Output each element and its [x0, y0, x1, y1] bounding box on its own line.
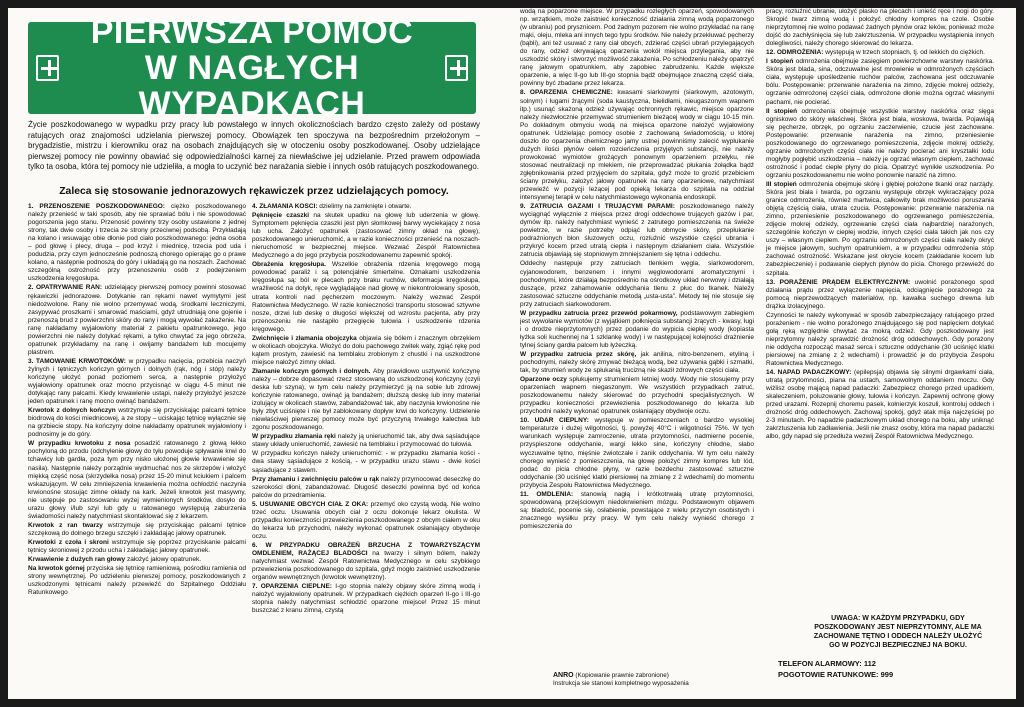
- text-column-3: [520, 8, 754, 690]
- section-heading: 6. W PRZYPADKU OBRAŻEŃ BRZUCHA Z TOWARZYSZĄCYM OMDLENIEM, RAŻĄCEJ BLADOŚCI: [252, 541, 480, 557]
- section-text: odmrożenia obejmuje wszystkie warstwy naskórka oraz sięga ogniskowo do skóry właściwej. Skóra jest biała, woskowa, twarda. Pojawiają się pęcherze, obrzęk, po ogrzaniu zaczerwienie, czucie jest zachowane. Postępowanie: przerwanie narażenia na zimno, przeniesienie poszkodowanego do ogrzewanego pomieszczenia, zdjęcie mokrej odzieży, ogrzanie odmrożonych części ciała nie należy pocierać ani kryształki lodu mogłyby pogłębić uszkodzenia – należy je ogrzać własnym ciepłem, zachować ostrożność i podać ciepłe płyny do picia. Opatrzyć wynikłe uszkodzenia. Po ogrzaniu poszkodowanemu nie wolno ponownie narazić na zimno.: [766, 107, 994, 179]
- text-column-4: [766, 8, 994, 690]
- section-text: na twarzy i silnym bólem, należy natychmiast wezwać Zespół Ratownictwa Medycznego w celu szybkiego przewiezienia poszkodowanego do szpitala, gdyż mogło zaistnieć uszkodzenie organów wewnętrznych (krwotok wewnętrzny).: [252, 549, 480, 582]
- footer-note: Instrukcja sie stanowi kompletnego wyposażenia: [553, 680, 689, 687]
- section-paragraph: [766, 181, 994, 278]
- section-paragraph: [252, 542, 480, 582]
- section-text: uwolnić porażonego spod działania prądu przez wyłączenie napięcia, odciągnięcie porażonego za pomocą nieprzewodzących materiałów, np. kawałka suchego drewna lub drążka izolacyjnego.: [766, 278, 994, 310]
- section-heading: 9. ZATRUCIA GAZAMI I TRUJĄCYMI PARAMI:: [520, 203, 680, 211]
- section-paragraph: [766, 279, 994, 311]
- section-heading: W przypadku złamania ręki: [252, 433, 338, 441]
- section-paragraph: [520, 89, 754, 202]
- section-heading: 5. USUWANIE OBCYCH CIAŁ Z OKA:: [252, 500, 371, 508]
- section-heading: III stopień: [766, 180, 800, 188]
- section-heading: W przypadku zatrucia przez skórę,: [520, 350, 641, 358]
- title-banner: [28, 13, 476, 123]
- section-heading: 12. ODMROŻENIA:: [766, 49, 826, 57]
- section-paragraph: [252, 261, 480, 333]
- copyright-note: (Kopiowanie prawnie zabronione): [575, 672, 669, 679]
- section-text: Wszelkie obrażenia rdzenia kręgowego mogą powodować paraliż i są potencjalnie śmiertelne. Oznakami uszkodzenia kręgosłupa są: ból w plecach przy braku ruchów, deformacja kręgosłupa, wrażliwość na dotyk, ręce wyglądające nad głowę w niekontrolowany sposób, utrata kontroli nad pęcherzem moczowym. Należy wezwać Zespół Ratownictwa Medycznego. W razie konieczności transportu stosować sztywne nosze, drzwi lub deskę o długości większej od wzrostu pacjenta, aby przy przenoszeniu nie nastąpiło przegięcie tułowia i uszkodzenie rdzenia kręgowego.: [252, 261, 480, 333]
- section-paragraph: [520, 8, 754, 88]
- section-text: I-go stopnia należy objawy skóre zimną wodą i nałożyć wyjałowiony opatrunek. W przypadkach ciężkich oparzeń II-go i III-go stopnia należy natychmiast schłodzić oparzone miejsce! Przez 15 minut buszczać z kranu zimną, czystą: [252, 583, 480, 615]
- recovery-position-warning: UWAGA: W KAŻDYM PRZYPADKU, GDY POSZKODOWANY JEST NIEPRZYTOMNY, ALE MA ZACHOWANE TĘTNO I ODDECH NALEŻY UŁOŻYĆ GO W POZYCJI BEZPIECZNEJ NA BOKU.: [813, 615, 983, 649]
- section-paragraph: [28, 284, 246, 356]
- section-text: założyć jałowy opatrunek.: [126, 556, 202, 564]
- text-column-1: [28, 203, 246, 693]
- section-paragraph: [766, 58, 994, 106]
- footer: [553, 672, 753, 688]
- section-text: jak anilina, nitro-benzenem, etyliną i pochodnymi, należy skórę zmywać bieżącą wodą, bez używania gąbki i szmatki, tak, by strumień wody ze spłukanią trucizną nie skaził zdrowych części ciała.: [520, 350, 754, 375]
- section-paragraph: [28, 539, 246, 555]
- section-text: należy ją unieruchomić tak, aby dwa sąsiadujące stawy układy unieruchomić, zawiesić na temblaku i przymocować do tułowia.: [252, 433, 480, 449]
- section-paragraph: [766, 312, 994, 368]
- section-paragraph: [520, 260, 754, 308]
- section-paragraph: [28, 440, 246, 520]
- first-aid-cross-icon: [36, 55, 59, 81]
- section-text: poszkodowanego należy wyciągnąć wyłącznie z miejsca przez drogi oddechowe trujących gazów i par, dymów itp. należy natychmiast wynieść z zatrutego pomieszczenia na świeże powietrze, w razie potrzeby odpiąć lub obmycie skóry, przepłukanie podrażnionych błon śluzowych oczu, rozluźnić wszystkie części ubrania i przykryć kocem przed utratą ciepła i następnym działaniem ciała. Wszystkie zatrucia objawiają się stopniowym zmniejszaniem się tętna i oddechu.: [520, 203, 754, 259]
- section-heading: Krwotok z dolnych kończyn: [28, 407, 119, 415]
- section-paragraph: [28, 203, 246, 283]
- section-paragraph: [766, 369, 994, 441]
- section-heading: Krwotok z ran twarzy: [28, 521, 108, 529]
- section-paragraph: [520, 417, 754, 489]
- section-text: kwasami siarkowymi (siarkowym, azotowym, solnym) i ługami żrącymi (soda kaustyczna, bielidłami, nieugaszonym wapnem itp.) usunąć skażoną odzież używając ochronnych rękawic, miejsce oparzone należy niezwłocznie przemywać strumieniem bieżącej wody w ciągu 10-15 min. Po dokładnym obmyciu wodą na miejsca oparzone nałożyć wyjałowiony opatrunek. Udzielając pomocy osobie z zachowaną świadomością, u której doszło do oparzenia chemicznego jamy ustnej powinniśmy zalecić wypłukanie dużych ilości płynów celem rozcieńczenia przyjętych substancji, nie należy prowokować wymiotów grożących ponownym oparzeniem przełyku, nie stosować neutralizacji np mlekiem, nie przeprowadzać płukania żołądka bądź zgłębnikowania przed przyjęciem do szpitala, gdyż może to grozić przebiciem ściany przełyku, założyć jałowy opatrunek na rany oparzeniowe, natychmiast przewieźć w pozycji leżącej pod opieką lekarza do szpitala na oddział intensywnej terapii w celu natychmiastowego wykonania endoskopii.: [520, 89, 754, 202]
- section-text: posadzić ratowanego z głową lekko pochyloną do przodu (odchylenie głowy do tyłu powoduje spływanie krwi do tchawicy lub gardła, poza tym przy nisko ułożonej głowie krwawienie się nasila). Następnie należy porządnie wydmuchać nos ze skrzepów i włożyć miękką część nosa (skrzydełka nosa) przez 15-20 minut kciukiem i palcem wskazującym. W celu zmniejszenia krwawienia można ochłodzić naczynia krwionośne stosując zimne okłady na kark. Jeżeli krwotok jest masywny, nie ustępuje po zastosowaniu wyżej wymienionych środków, dosyło do urazu głowy i/lub szyi lub gdy u ratowanego występują zaburzenia świadomości należy natychmiast skontaktować się z lekarzem.: [28, 440, 246, 520]
- section-text: Oddechy następuje przy zatruciach tlenkiem węgla, siarkowodorem, cyjanowodorem, benzenem i innymi węglowodorami aromatycznymi i pochodnymi, które działają bezpośrednio na ośrodkowy układ nerwowy i działają duszące, przez zahamowanie oddychania tlenu z płuc do tkanek. Należy zastosować sztuczne oddychanie metodą „usta-usta”. Metody tej nie stosuje się przy zatruciach siarkowodorem.: [520, 260, 754, 308]
- section-text: dzielimy na zamknięte i otwarte.: [319, 203, 412, 210]
- section-text: wodą na poparzone miejsce. W przypadku rozległych oparzeń, spowodowanych np. wrzątkiem, może zaistnieć konieczność działania zimną wodą poparzonego (w ubraniu) pod prysznicem. Pod żadnym pozorem nie wolno przykładać na ranę mąki, oleju, mleka ani innych tego typu środków. Nie należy przekłuwać pęcherzy (bąbli), ani też usuwać z rany ciał obcych, zdzierać części ubrań przylegających do rany, odzież okrywającą oparzenia wokół miejsca przylegania, aby nie uszkodzić skóry i stworzyć możliwość zakażenia. Po schłodzeniu należy opatrzyć ranę jałowym opatrunkiem, aby zapobiec zabrudzeniu. Każde większe oparzenie, a więc II-go lub III-go stopnia bądź obejmujące znaczną część ciała, powinny być zbadane przez lekarza.: [520, 8, 754, 88]
- section-heading: 4. ZŁAMANIA KOŚCI:: [252, 203, 320, 210]
- section-text: w przypadku nacięcia, przebicia naczyń żylnych i tętniczych kończyn górnych i dolnych (rąk, nóg i stóp) należy kończynę ułożyć ponad poziomem serca, a następnie przyłożyć wyjałowiony opatrunek oraz mocno przycisnąć w ciągu 4-5 minut nie dotykając rany palcami. Kiedy krwawienie ustąpi, należy przyłożyć jeszcze jeden opatrunek i ranę mocno owinąć bandażem.: [28, 357, 246, 406]
- section-text: Czynności te należy wykonywać w sposób zabezpieczający ratującego przed porażeniem - nie wolno porażonego znajdującego się pod napięciem dotykać gołą ręką względnie chwytać za mokrą odzież. Gdy poszkodowany jest nieprzytomny należy sprawdzić drożność dróg oddechowych. Gdy porażony nie oddycha rozpocząć masaż serca i sztuczne oddychanie (30 uciśnięć klatki piersiowej na zmianę z 2 wdechami) i prowadzić je do przybycia Zespołu Ratownictwa Medycznego.: [766, 311, 994, 368]
- section-heading: 2. OPATRYWANIE RAN:: [28, 284, 105, 292]
- intro-paragraph: Życie poszkodowanego w wypadku przy pracy lub powstałego w innych okolicznościach bardzo często zależy od postawy ratujących oraz znajomości udzielania pierwszej pomocy. Obowiązek ten spoczywa na bezpośrednim przełożonym – brygadzistie, mistrzu i kierowniku oraz na osobach znajdujących się w otoczeniu osoby poszkodowanej. Osoby udzielające pierwszej pomocy nie powinny obawiać się odpowiedzialności karnej za niewłaściwe jej udzielanie. Przed prawem odpowiada tylko ta osoba, która tej pomocy nie udzieliła, a mogła to uczynić bez narażania siebie i innych osób ratujących poszkodowanego.: [28, 120, 480, 172]
- section-text: stanowią nagłą i krótkotrwałą utratę przytomności, spowodowaną przejściowym niedokrwieniem mózgu. Podstawowym objawem są: bladość, pocenie się, osłabienie, powstające z wielu przyczyn osobistych i znacznego wysiłku przy pracy. W tym celu należy wynieść chorego z pomieszczenia do: [520, 490, 754, 530]
- page-title: [59, 14, 445, 122]
- section-text: przyciska się tętnicę ramieniową, pośrodku ramienia od strony wewnętrznej. Po udzieleniu pierwszej pomocy, poszkodowanych z uszkodzonymi tętnicami należy przewieźć do Szpitalnego Oddziału Ratunkowego: [28, 565, 246, 597]
- section-text: występuje w pomieszczeniach o bardzo wysokiej temperaturze i dużej wilgotności, tj. powyżej 40°C i wilgotności 75%. W tych warunkach występuje zamroczenie, utrata przytomności, nadmierne pocenie, przyspieszone oddychanie, wargi lekko sine, kończyny chłodne, słabo wyczuwalne tętno, mięśnie zwiotczałe i zanik oddychania. W tym celu należy chorego wynieść z pomieszczenia, na głowę położyć zimny kompres lub lód, podać do picia chłodne płyny, w razie bezdechu zastosować sztuczne oddychanie (30 uciśnięć klatki piersiowej na zmianę z 2 wdechami) do momentu przybycia Zespołu Ratownictwa Medycznego.: [520, 417, 754, 489]
- section-paragraph: [252, 433, 480, 449]
- section-paragraph: [28, 556, 246, 564]
- section-paragraph: [28, 407, 246, 439]
- section-text: należy przymocować deseczkę do szerokości dłoni, zabandażować. Długość deseczki powinna być od końca palców do przedramienia.: [252, 475, 480, 499]
- section-heading: W przypadku krwotoku z nosa: [28, 440, 135, 448]
- section-paragraph: [520, 351, 754, 375]
- section-heading: Pęknięcie czaszki: [252, 212, 314, 220]
- section-text: Aby prawidłowo usztywnić kończynę należy – dobrze dopasować rzecz stosowaną do uszkodzonej kończyny (czyli deska lub szyna), w tym celu należy przymierzyć ją na sobie lub zdrowej kończynie ratowanego, owinąć ją bandażem; dłuższą deskę lub inny materiał izolujący w okolicach stawów, zabandażować tak, aby naczynia krwionośne nie były zbyt uciśnięte i nie był zablokowany dopływ krwi do kończyny. Udzielenie niewłaściwej pierwszej pomocy może być przyczyną trwałego kalectwa lub zgonu poszkodowanego.: [252, 367, 480, 432]
- section-paragraph: [252, 450, 480, 474]
- section-heading: Krwawienie z dużych ran głowy: [28, 556, 127, 564]
- section-heading: W przypadku zatrucia przez przewód pokarmowy,: [520, 309, 681, 317]
- ambulance-phone: POGOTOWIE RATUNKOWE: 999: [778, 670, 894, 679]
- section-text: odmrożenia obejmuje skórę i głębiej położone tkanki oraz narządy. Skóra jest biała i twarda, po ogrzaniu występuje obrzęk wykraczający poza granice odmrożenia, również martwica, całkowity brak możliwości poruszania objętą częścią ciała, utrata czucia. Postępowanie: przerwanie narażenia na zimno, przeniesienie poszkodowanego do ogrzewanego pomieszczenia, zdjęcie mokrej odzieży, ogrzewanie części ciała najbardziej narażonych, szczególnie kończyn w ciepłej wodzie, innych części ciała takich jak nos czy uszy – własnym ciepłem. Po ogrzaniu odmrożonych części ciała należy okryć je miejsce jałowym, suchym opatrunkiem, a w przypadku odmrożenia stóp zachować ostrożność. Wskazane jest okrycie kocem (zakładanie kocem lub zabezpieczenie) i podawanie ciepłych płynów do picia. Chorego przewieźć do szpitala.: [766, 180, 994, 277]
- section-text: na skutek upadku na głowę lub uderzenia w głowę. Symptomem pęknięcia czaszki jest płyn słomkowej barwy wyciekający z nosa lub ucha. Założyć opatrunek (zastosować zimny okład na głowę), poszkodowanego unieruchomić, a w razie konieczności przenieść na noszach-nieruchomość w bezpiecznej miejsce. Wezwać Zespół Ratownictwa Medycznego a do jego przybycia poszkodowanemu zapewnić spokój.: [252, 212, 480, 260]
- gloves-note: Zaleca się stosowanie jednorazowych rękawiczek przez udzielających pomocy.: [59, 186, 449, 197]
- section-text: wstrzymuje się przyciskając palcami tętnice biodrową do kości miednicowej, a ze stopy – uciskając tętnicę wyłącznie się na grzbiecie stopy. Na kończyny dolne nakładamy opatrunek wyjałowiony i podnosimy je do góry.: [28, 407, 246, 439]
- alarm-phone: TELEFON ALARMOWY: 112: [778, 659, 876, 668]
- section-heading: 7. OPARZENIA CIEPLNE:: [252, 583, 336, 591]
- text-column-2: [252, 203, 480, 693]
- section-paragraph: [520, 310, 754, 350]
- section-paragraph: [766, 49, 994, 57]
- title-line-1: PIERWSZA POMOC: [90, 13, 414, 51]
- section-heading: Zwichnięcie i złamania obojczyka: [252, 334, 360, 342]
- section-paragraph: [28, 565, 246, 597]
- section-heading: 11. OMDLENIA:: [520, 490, 581, 498]
- section-heading: Obrażenia kręgosłupa.: [252, 261, 332, 269]
- section-paragraph: [252, 335, 480, 367]
- section-heading: 1. PRZENOSZENIE POSZKODOWANEGO:: [28, 203, 171, 210]
- section-text: odmrożenia obejmuje zasięgiem powierzchowne warstwy naskórka. Skóra jest blada, sina, odczuwalne jest mrowienie w odmrożonych częściach ciała, występuje upośledzenie ruchów palców, zachowana jest odczuwanie bólu. Postępowanie: przerwanie narażenia na zimno, zdjęcie mokrej odzieży, ogrzanie odmrożonej części ciała, odmrożone dłonie można ogrzać własnymi pachami, nie pocierać.: [766, 58, 994, 106]
- section-heading: 8. OPARZENIA CHEMICZNE:: [520, 89, 618, 97]
- section-paragraph: [252, 476, 480, 500]
- section-text: spłukujemy strumieniem letniej wody. Wody nie stosujemy przy oparzeniach wapnem niegaszonym. We wszystkich przypadkach zatruć, poszkodowanemu należy skierować do przychodni specjalistycznych. W przypadku konieczności przewiezienia poszkodowanego do lekarza lub przychodni należy wykonać opatrunek osłaniający obydwoje oczu.: [520, 376, 754, 416]
- section-heading: Krwotoki z czoła i skroni: [28, 538, 112, 546]
- section-heading: 13. PORAŻENIE PRĄDEM ELEKTRYCZNYM:: [766, 278, 915, 286]
- section-text: ciężko poszkodowanego należy przenieść w taki sposób, aby nie sprawiać bólu i nie spowodować pogorszenia jego stanu. Przenosić powinny trzy osoby ustawione z jednej strony, tak dwie osoby i trzecia ze strony przeciwnej podsobą. Przykładają na kolano i wsuwając obie dłonie pod ciało poszkodowanego: jedna osoba – pod głowę i plecy, druga – pod krzyż i miednicę, trzecia pod uda i podudzia, przy czym jednocześnie podnoszą chorego opierając go o prawe kolano, a następnie podnoszą do góry i układają go na noszach. Zachować szczególną ostrożność przy przenoszeniu osób z podejrzeniem uszkodzenia kręgosłupa.: [28, 203, 246, 283]
- section-heading: 10. UDAR CIEPLNY:: [520, 417, 595, 425]
- section-paragraph: [252, 212, 480, 260]
- section-paragraph: [766, 8, 994, 48]
- section-text: (epilepsja) objawia się silnymi drgawkami ciała, utratą przytomności, piana na ustach, samowolnym oddaniem moczu. Gdy wiżlisz osobę mającą napad padaczki: Zabezpiecz chorego przed upadkiem, skaleczeniem, poluzowanie głowy, tułowia i kończyn. Zapewnij ochronę głowy przed urazami. Rozepnij choremu pasek, kołnierzyk koszuli, kontroluj oddech i drożność dróg oddechowych. Zachowaj spokój, gdyż atak mija najczęściej po 2-3 minutach. Po napadzie padaczkowym układ chorego na boku, aby uniknąć zakrztuszenia lub zadławienia. Jeśli nie znasz osoby, która ma napad padaczki albo, gdy napad się przedłuża wezwij Zespół Ratownictwa Medycznego.: [766, 369, 994, 441]
- section-paragraph: [520, 376, 754, 416]
- title-line-2: W NAGŁYCH WYPADKACH: [138, 49, 366, 123]
- section-text: objawia się bólem i znacznym obrzękiem w okolicach obojczyka. Włożyć do dołu pachowego zwitek waty, zgiąć rękę pod kątem prostym, zawiesić na temblaku zrobionym z chustki i na uszkodzone miejsce nałożyć zimny okład.: [252, 334, 480, 366]
- section-text: pracy, rozluźnić ubranie, ułożyć płasko na plecach i unieść ręce i nogi do góry. Skropić twarz zimną wodą i położyć chłodny kompres na czole. Osobie nieprzytomnej nie wolno podawać żadnych płynów oraz leków, ponieważ może dojść do zachłyśnięcia się lub zakrztuszenia. W przypadku wystąpienia innych dolegliwości, należy chorego skierować do lekarza.: [766, 8, 994, 48]
- section-text: udzielający pierwszej pomocy powinni stosować rękawiczki jednorazowe. Dotykanie ran rękami nawet wymytymi jest niedozwolone. Rany nie wolno przemywać wodą, środkami leczniczymi, zasypywać proszkami i smarować maściami, gdyż utrudniają one gojenie i przenoszą brud z powierzchni skóry do rany i mogą wywołać zakażenie. Na ranę nakładamy wyjałowiony materiał z pakietu opatrunkowego, jego powierzchni nie należy dotykać rękami, a tylko chwytać za jego obrzeża, opatrunek przykładamy na ranę i owijamy bandażem lub mocujemy plastrem.: [28, 284, 246, 356]
- first-aid-cross-icon: [445, 55, 468, 81]
- section-heading: 3. TAMOWANIE KRWOTOKÓW:: [28, 357, 129, 365]
- section-text: wstrzymuje się poprzez przyciskanie palcami tętnicy skroniowej z przodu ucha i zakładając jałowy opatrunek.: [28, 538, 246, 554]
- section-paragraph: [520, 203, 754, 259]
- publisher-brand: ANRO: [553, 672, 574, 679]
- section-text: wstrzymuje się przyciskając palcami tętnice szczękową do dolnego brzegu szczęki i zakładając jałowy opatrunek.: [28, 521, 246, 537]
- section-heading: I stopień: [766, 58, 796, 66]
- section-paragraph: [252, 501, 480, 541]
- section-text: występują w trzech stopniach, tj. od lekkich do ciężkich.: [825, 49, 985, 57]
- section-heading: Złamanie kończyn górnych i dolnych.: [252, 367, 374, 375]
- section-paragraph: [252, 203, 480, 211]
- section-paragraph: [28, 522, 246, 538]
- section-text: W przypadku kończyn należy unieruchomić: - w przypadku złamania kości - dwa stawy sąsiadujące z kością, - w przypadku urazu stawu - dwie kości sąsiadujące z stawem.: [252, 450, 480, 474]
- first-aid-poster: [8, 8, 1016, 699]
- emergency-phones: [778, 658, 978, 680]
- section-heading: II stopień: [766, 107, 802, 115]
- section-heading: Przy złamaniu i zwichnięciu palców u rąk: [252, 475, 382, 483]
- section-heading: Na krwotok górnej: [28, 565, 87, 573]
- section-paragraph: [766, 108, 994, 180]
- section-heading: 14. NAPAD PADACZKOWY:: [766, 369, 855, 377]
- section-paragraph: [28, 358, 246, 406]
- section-text: przemyć oko czystą wodą. Nie wolno trzeć oczu. Usuwania obcych ciał z oczu dokonuje lekarz okulista. W przypadku konieczności przewiezienia poszkodowanego z obcym ciałem w oku do lekarza lub przychodni, należy wykonać opatrunek osłaniający obydwoje oczu.: [252, 500, 480, 540]
- section-paragraph: [520, 491, 754, 531]
- section-text: podstawowym zabiegiem jest wywołanie wymiotów (z wyjątkiem połknięcia substancji żrących - kwasy, ługi i o drodze nieprzytomnych) przez podanie do wypicia ciepłej wody (kopiasta łyżka soli kuchennej na 1 szklankę wody) i w następującej kolejności drażnienie tylnej ściany gardła palcem lub łyżeczką.: [520, 309, 754, 349]
- section-paragraph: [252, 368, 480, 432]
- section-heading: Oparzone oczy: [520, 376, 570, 384]
- section-paragraph: [252, 583, 480, 615]
